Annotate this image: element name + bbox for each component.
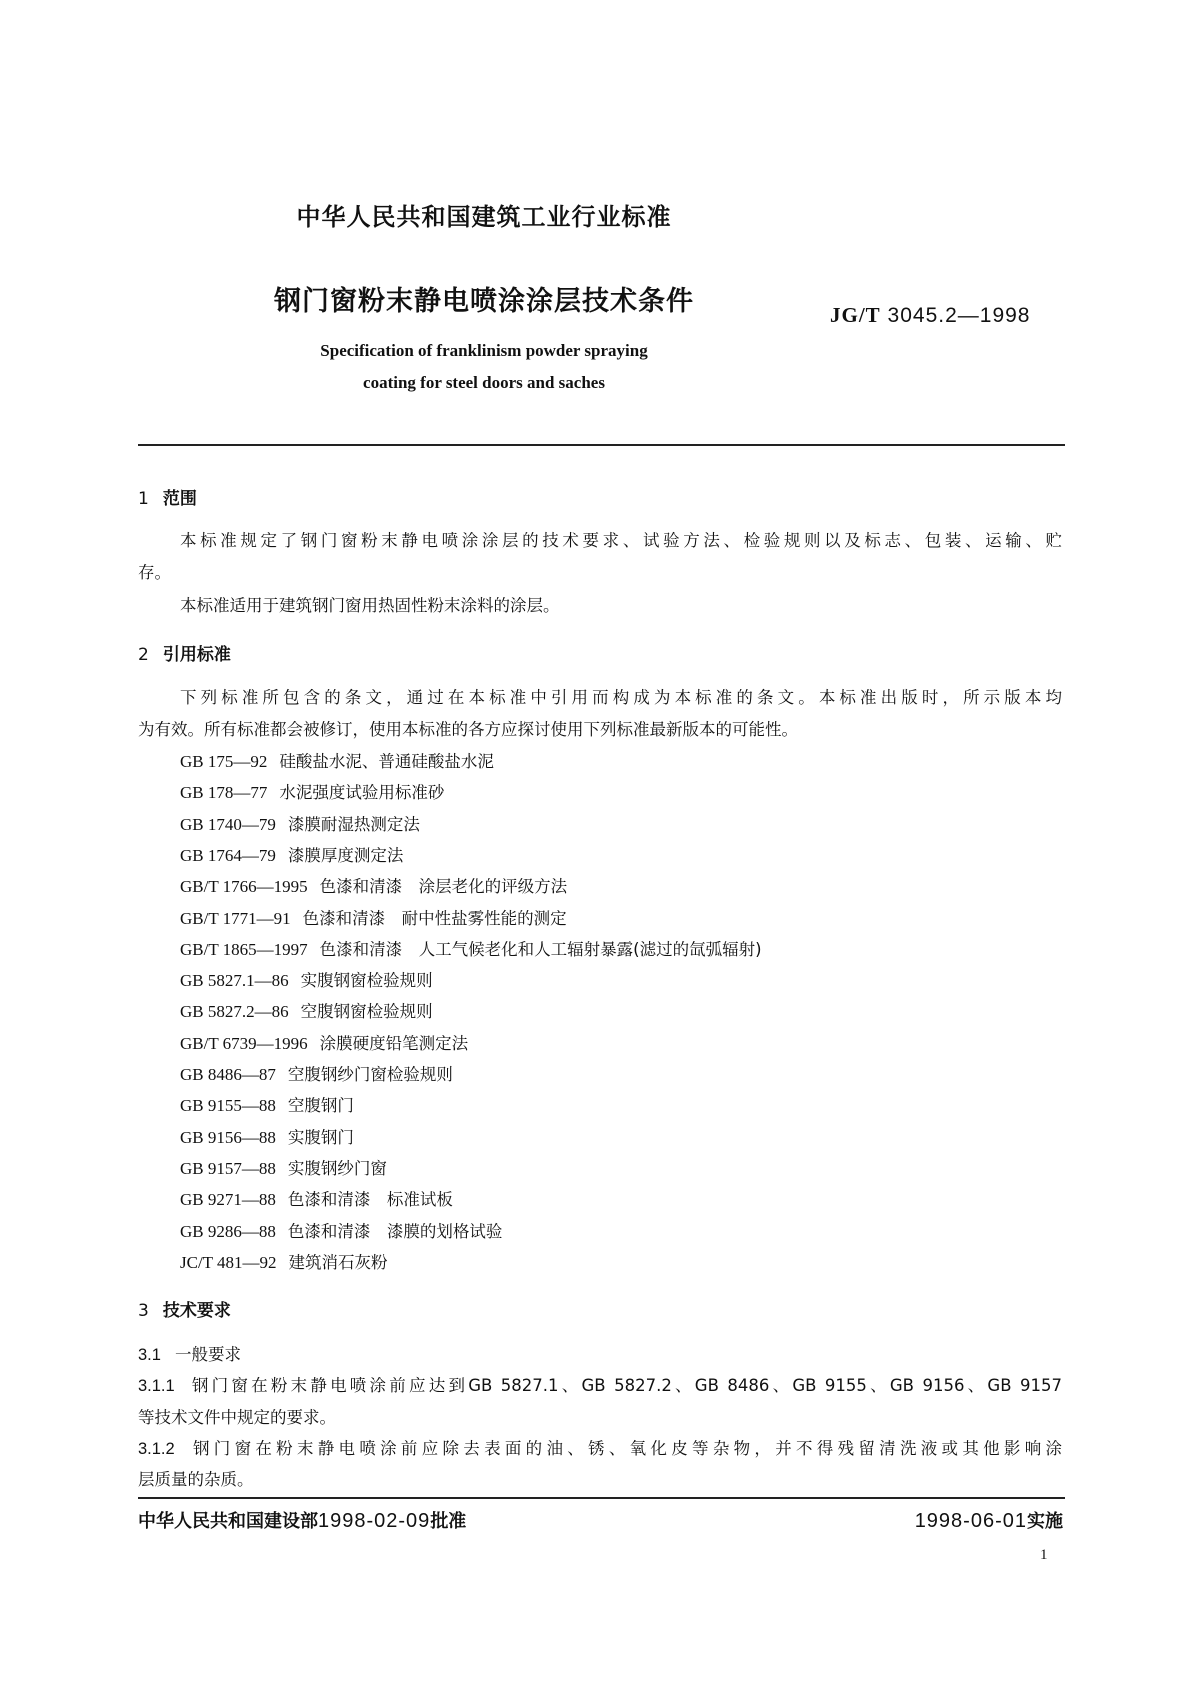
reference-item — [180, 1030, 468, 1054]
english-title-line2: coating for steel doors and saches — [363, 373, 605, 392]
reference-code: GB/T 6739—1996 — [180, 1033, 308, 1053]
standard-prefix: JG/T — [830, 303, 881, 327]
reference-code: GB 175—92 — [180, 752, 268, 771]
subsection-number: 3.1 — [138, 1346, 161, 1364]
paragraph-line: 层质量的杂质。 — [138, 1470, 254, 1489]
reference-title: 空腹钢门 — [287, 1096, 354, 1116]
subsection-3-1 — [138, 1341, 241, 1365]
reference-title: 空腹钢窗检验规则 — [300, 1002, 433, 1022]
reference-title: 实腹钢窗检验规则 — [300, 971, 433, 991]
reference-item — [180, 1218, 502, 1242]
section-title: 范围 — [162, 489, 197, 509]
reference-code: GB/T 1771—91 — [180, 908, 291, 928]
document-title: 钢门窗粉末静电喷涂涂层技术条件 — [274, 286, 694, 317]
paragraph-line: 本标准规定了钢门窗粉末静电喷涂涂层的技术要求、试验方法、检验规则以及标志、包装、运输、贮 — [180, 531, 1062, 550]
approval-label: 批准 — [430, 1511, 467, 1532]
reference-code: GB/T 1865—1997 — [180, 939, 308, 959]
reference-code: GB 5827.2—86 — [180, 1002, 289, 1022]
reference-item — [180, 1249, 388, 1273]
reference-title: 色漆和清漆 耐中性盐雾性能的测定 — [302, 908, 567, 928]
reference-item — [180, 1092, 354, 1116]
reference-title: 实腹钢门 — [287, 1127, 354, 1147]
section-1-heading — [138, 484, 197, 509]
clause-text: 钢门窗在粉末静电喷涂前应除去表面的油、锈、氧化皮等杂物，并不得残留清洗液或其他影响涂 — [188, 1439, 1062, 1458]
effective-info — [915, 1507, 1063, 1533]
reference-item — [180, 842, 403, 866]
reference-code: GB/T 1766—1995 — [180, 877, 308, 897]
reference-title: 漆膜厚度测定法 — [287, 845, 404, 865]
standard-code — [830, 303, 1030, 328]
clause-3-1-2 — [138, 1435, 1062, 1459]
paragraph-line: 本标准适用于建筑钢门窗用热固性粉末涂料的涂层。 — [180, 596, 560, 615]
subsection-title: 一般要求 — [174, 1345, 241, 1364]
reference-item — [180, 811, 420, 835]
reference-title: 漆膜耐湿热测定法 — [287, 814, 420, 834]
reference-code: GB 9156—88 — [180, 1127, 276, 1147]
reference-title: 空腹钢纱门窗检验规则 — [287, 1065, 453, 1084]
page-number: 1 — [1040, 1547, 1048, 1563]
reference-code: GB 8486—87 — [180, 1065, 276, 1084]
reference-item — [180, 936, 762, 960]
effective-date: 1998-06-01 — [914, 1510, 1027, 1532]
reference-item — [180, 1061, 453, 1085]
standard-category: 中华人民共和国建筑工业行业标准 — [296, 203, 672, 231]
paragraph-line: 为有效。所有标准都会被修订，使用本标准的各方应探讨使用下列标准最新版本的可能性。 — [138, 720, 798, 739]
reference-title: 色漆和清漆 标准试板 — [287, 1190, 453, 1210]
reference-title: 建筑消石灰粉 — [288, 1252, 388, 1272]
paragraph-line: 下列标准所包含的条文，通过在本标准中引用而构成为本标准的条文。本标准出版时，所示版本均 — [180, 688, 1062, 707]
reference-title: 色漆和清漆 涂层老化的评级方法 — [319, 877, 568, 897]
footer-rule — [138, 1497, 1065, 1499]
header-rule — [138, 444, 1065, 446]
clause-3-1-1 — [138, 1372, 1062, 1396]
reference-title: 涂膜硬度铅笔测定法 — [319, 1033, 469, 1053]
reference-item — [180, 967, 433, 991]
reference-code: GB 9157—88 — [180, 1158, 276, 1178]
reference-code: GB 9286—88 — [180, 1221, 276, 1241]
reference-item — [180, 1186, 453, 1210]
reference-item — [180, 998, 433, 1022]
reference-code: GB 9271—88 — [180, 1190, 276, 1210]
paragraph-line: 存。 — [138, 563, 171, 582]
approval-info — [138, 1507, 466, 1533]
section-number: 3 — [138, 1301, 149, 1321]
clause-number: 3.1.2 — [138, 1440, 175, 1458]
section-number: 2 — [138, 645, 149, 665]
section-2-heading — [138, 640, 231, 665]
section-number: 1 — [138, 489, 149, 509]
reference-item — [180, 748, 494, 772]
effective-label: 实施 — [1027, 1511, 1063, 1532]
reference-item — [180, 873, 567, 897]
approval-date: 1998-02-09 — [318, 1510, 431, 1532]
section-title: 引用标准 — [162, 645, 231, 665]
reference-title: 色漆和清漆 人工气候老化和人工辐射暴露(滤过的氙弧辐射) — [319, 939, 762, 959]
reference-code: GB 1740—79 — [180, 814, 276, 834]
clause-text: 钢门窗在粉末静电喷涂前应达到GB 5827.1、GB 5827.2、GB 8486、GB 9155、GB 9156、GB 9157 — [188, 1376, 1062, 1395]
reference-item — [180, 779, 444, 803]
reference-code: GB 1764—79 — [180, 845, 276, 865]
reference-code: GB 9155—88 — [180, 1096, 276, 1116]
issuer: 中华人民共和国建设部 — [138, 1511, 318, 1532]
reference-code: JC/T 481—92 — [180, 1252, 277, 1272]
reference-code: GB 5827.1—86 — [180, 971, 289, 991]
reference-item — [180, 1124, 354, 1148]
reference-title: 水泥强度试验用标准砂 — [279, 783, 445, 803]
reference-title: 实腹钢纱门窗 — [287, 1158, 387, 1178]
standard-number: 3045.2—1998 — [887, 304, 1031, 327]
reference-title: 硅酸盐水泥、普通硅酸盐水泥 — [279, 752, 494, 771]
section-title: 技术要求 — [162, 1301, 231, 1321]
clause-number: 3.1.1 — [138, 1377, 175, 1395]
reference-item — [180, 1155, 387, 1179]
section-3-heading — [138, 1296, 231, 1321]
reference-title: 色漆和清漆 漆膜的划格试验 — [287, 1221, 503, 1241]
paragraph-line: 等技术文件中规定的要求。 — [138, 1408, 336, 1427]
reference-code: GB 178—77 — [180, 783, 268, 803]
reference-item — [180, 905, 567, 929]
english-title-line1: Specification of franklinism powder spraying — [320, 341, 648, 360]
